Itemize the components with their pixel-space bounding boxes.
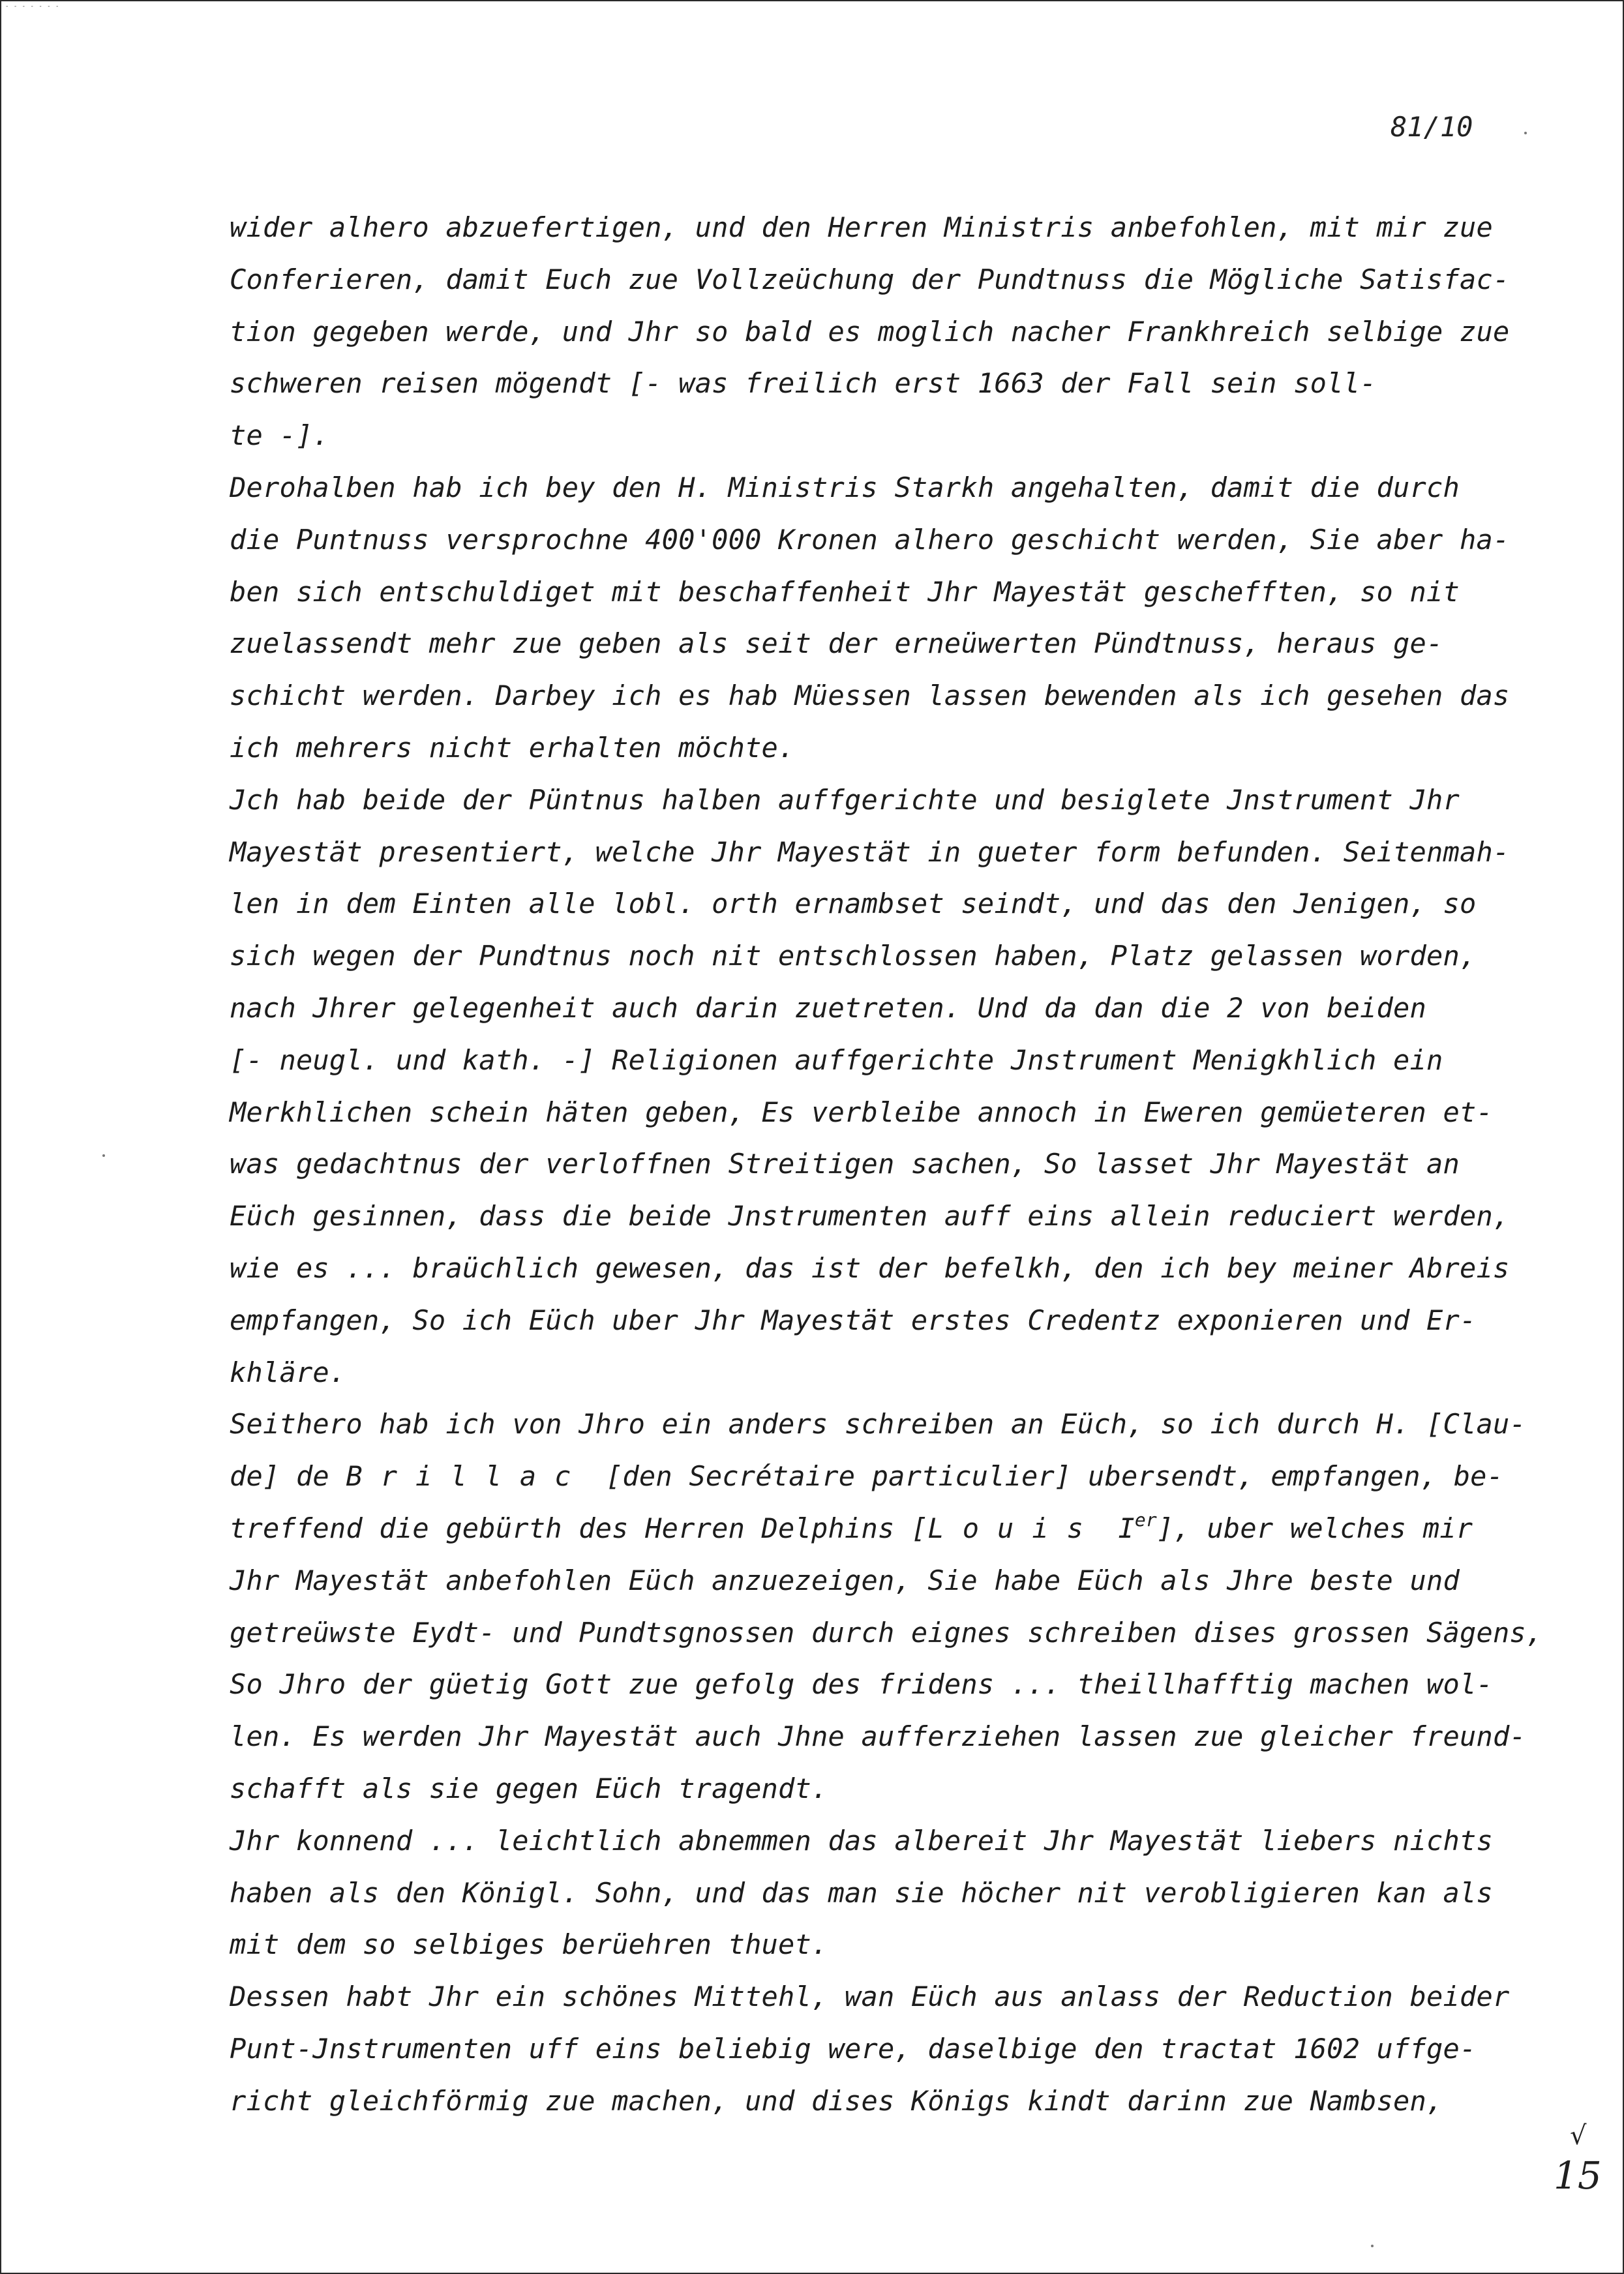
text-line: getreüwste Eydt- und Pundtsgnossen durch eignes schreiben dises grossen Sägens, [230, 1616, 1543, 1649]
text-line: schweren reisen mögendt [- was freilich erst 1663 der Fall sein soll- [230, 367, 1377, 400]
folio-stamp-number: 15 [1554, 2153, 1602, 2198]
scan-speck [1371, 2245, 1374, 2247]
text-line: mit dem so selbiges berüehren thuet. [230, 1928, 828, 1961]
text-line: te -]. [230, 419, 329, 452]
scan-speck [1524, 132, 1527, 134]
check-mark: √ [1570, 2121, 1587, 2151]
text-line: ich mehrers nicht erhalten möchte. [230, 731, 795, 764]
text-line: haben als den Königl. Sohn, und das man sie höcher nit verobligieren kan als [230, 1876, 1493, 1909]
text-line: nach Jhrer gelegenheit auch darin zuetreten. Und da dan die 2 von beiden [230, 991, 1427, 1024]
text-fragment: treffend die gebürth des Herren Delphins [ [230, 1512, 928, 1544]
text-line: was gedachtnus der verloffnen Streitigen sachen, So lasset Jhr Mayestät an [230, 1148, 1460, 1180]
text-line: Jhr konnend ... leichtlich abnemmen das albereit Jhr Mayestät liebers nichts [230, 1824, 1493, 1857]
text-line: schafft als sie gegen Eüch tragendt. [230, 1772, 828, 1804]
text-line: Conferieren, damit Euch zue Vollzeüchung der Pundtnuss die Mögliche Satisfac- [230, 263, 1510, 295]
text-line: Eüch gesinnen, dass die beide Jnstrumenten auff eins allein reduciert werden, [230, 1200, 1510, 1233]
text-fragment: de] de [230, 1460, 346, 1493]
document-body [230, 202, 1567, 2127]
text-line: wie es ... braüchlich gewesen, das ist der befelkh, den ich bey meiner Abreis [230, 1251, 1510, 1284]
page-number: 81/10 [1391, 111, 1473, 143]
text-line: Jhr Mayestät anbefohlen Eüch anzuezeigen, Sie habe Eüch als Jhre beste und [230, 1564, 1460, 1596]
text-line [230, 1450, 1567, 1503]
spaced-name: Brillac [346, 1460, 590, 1493]
text-line: sich wegen der Pundtnus noch nit entschlossen haben, Platz gelassen worden, [230, 940, 1477, 972]
text-fragment: I [1101, 1512, 1135, 1544]
spaced-name: Louis [927, 1512, 1102, 1544]
text-line: zuelassendt mehr zue geben als seit der erneüwerten Pündtnuss, heraus ge- [230, 627, 1443, 660]
text-line: Dessen habt Jhr ein schönes Mittehl, wan Eüch aus anlass der Reduction beider [230, 1981, 1510, 2013]
text-line: khläre. [230, 1356, 346, 1388]
text-fragment: ], uber welches mir [1156, 1512, 1473, 1544]
text-line: So Jhro der güetig Gott zue gefolg des fridens ... theillhafftig machen wol- [230, 1668, 1493, 1701]
text-line: tion gegeben werde, und Jhr so bald es moglich nacher Frankhreich selbige zue [230, 315, 1510, 348]
text-fragment: [den Secrétaire particulier] ubersendt, empfangen, be- [589, 1460, 1504, 1493]
text-line: Merkhlichen schein häten geben, Es verbleibe annoch in Eweren gemüeteren et- [230, 1096, 1493, 1128]
text-line: len in dem Einten alle lobl. orth ernambset seindt, und das den Jenigen, so [230, 888, 1477, 920]
text-line: die Puntnuss versprochne 400'000 Kronen alhero geschicht werden, Sie aber ha- [230, 523, 1510, 556]
text-line: [- neugl. und kath. -] Religionen auffgerichte Jnstrument Menigkhlich ein [230, 1043, 1443, 1076]
superscript: er [1134, 1508, 1157, 1531]
text-line: wider alhero abzuefertigen, und den Herren Ministris anbefohlen, mit mir zue [230, 211, 1493, 243]
scan-mark: - - - - - - - [5, 3, 60, 10]
text-line: Punt-Jnstrumenten uff eins beliebig were, daselbige den tractat 1602 uffge- [230, 2032, 1477, 2065]
scan-speck [102, 1154, 105, 1157]
text-line [230, 1503, 1567, 1555]
text-line: Jch hab beide der Püntnus halben auffgerichte und besiglete Jnstrument Jhr [230, 783, 1460, 816]
text-line: schicht werden. Darbey ich es hab Müessen lassen bewenden als ich gesehen das [230, 680, 1510, 712]
text-line: Mayestät presentiert, welche Jhr Mayestät in gueter form befunden. Seitenmah- [230, 835, 1510, 868]
text-line: empfangen, So ich Eüch uber Jhr Mayestät erstes Credentz exponieren und Er- [230, 1304, 1477, 1336]
text-line: Seithero hab ich von Jhro ein anders schreiben an Eüch, so ich durch H. [Clau- [230, 1408, 1526, 1441]
text-line: len. Es werden Jhr Mayestät auch Jhne aufferziehen lassen zue gleicher freund- [230, 1720, 1526, 1753]
text-line: Derohalben hab ich bey den H. Ministris Starkh angehalten, damit die durch [230, 471, 1460, 503]
text-line: ben sich entschuldiget mit beschaffenheit Jhr Mayestät geschefften, so nit [230, 575, 1460, 608]
text-line: richt gleichförmig zue machen, und dises Königs kindt darinn zue Nambsen, [230, 2084, 1443, 2117]
